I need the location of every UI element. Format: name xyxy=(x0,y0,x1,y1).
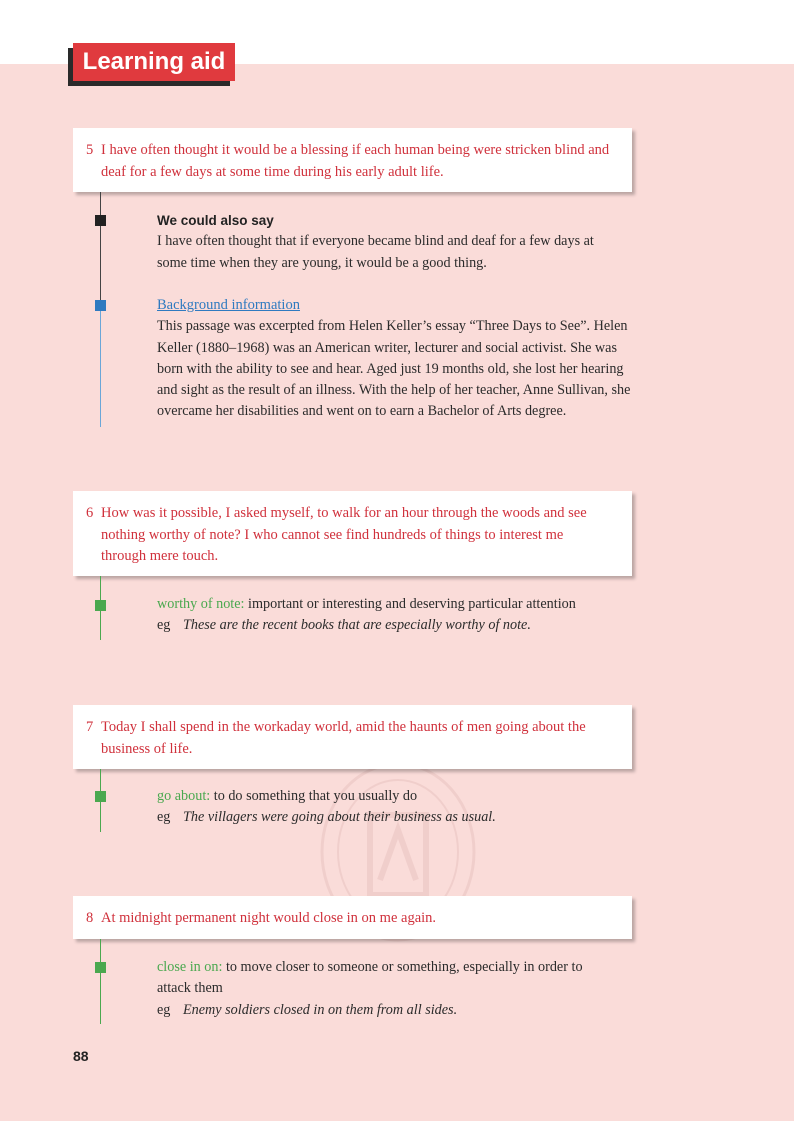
eg-label: eg xyxy=(157,617,171,634)
vocab-term: close in on: xyxy=(157,959,223,975)
connector-line-green xyxy=(100,939,101,1024)
page-title: Learning aid xyxy=(73,43,235,81)
quote-number: 8 xyxy=(86,910,94,926)
vocab-example-line xyxy=(157,1000,617,1021)
blue-square-marker-icon xyxy=(95,300,106,311)
vocab-example: These are the recent books that are especially worthy of note. xyxy=(183,617,531,634)
quote-box-7 xyxy=(73,705,632,769)
vocab-term: go about: xyxy=(157,788,211,804)
vocab-definition: to move closer to someone or something, especially in order to attack them xyxy=(157,959,583,997)
eg-label: eg xyxy=(157,1001,171,1018)
background-info-block xyxy=(157,295,635,423)
vocab-example: Enemy soldiers closed in on them from all sides. xyxy=(183,1001,458,1018)
black-square-marker-icon xyxy=(95,215,106,226)
could-also-say-heading: We could also say xyxy=(157,213,274,228)
quote-number: 6 xyxy=(86,505,94,521)
vocab-entry xyxy=(157,786,627,829)
vocab-definition: important or interesting and deserving particular attention xyxy=(248,596,576,612)
quote-number: 5 xyxy=(86,142,94,158)
quote-text: Today I shall spend in the workaday world, amid the haunts of men going about the business of life. xyxy=(101,719,586,757)
eg-label: eg xyxy=(157,809,171,826)
quote-box-6 xyxy=(73,491,632,576)
green-square-marker-icon xyxy=(95,600,106,611)
vocab-example: The villagers were going about their business as usual. xyxy=(183,809,496,826)
background-info-heading: Background information xyxy=(157,297,300,313)
vocab-definition-line xyxy=(157,594,627,615)
vocab-term: worthy of note: xyxy=(157,596,245,612)
vocab-entry xyxy=(157,594,627,637)
could-also-say-text: I have often thought that if everyone became blind and deaf for a few days at some time when they are young, it would be a good thing. xyxy=(157,233,594,271)
background-info-text: This passage was excerpted from Helen Keller’s essay “Three Days to See”. Helen Keller (1880–1968) was an American writer, lecturer and social activist. She was born with the ability to see and hear. Aged just 19 months old, she lost her hearing and sight as the result of an illness. With the help of her teacher, Anne Sullivan, she overcame her disabilities and went on to earn a Bachelor of Arts degree. xyxy=(157,318,631,420)
quote-box-8 xyxy=(73,896,632,939)
quote-box-5 xyxy=(73,128,632,192)
vocab-definition: to do something that you usually do xyxy=(213,788,418,804)
quote-text: How was it possible, I asked myself, to walk for an hour through the woods and see nothing worthy of note? I who cannot see find hundreds of things to interest me through mere touch. xyxy=(101,505,587,564)
could-also-say-block xyxy=(157,210,627,274)
quote-number: 7 xyxy=(86,719,94,735)
green-square-marker-icon xyxy=(95,962,106,973)
vocab-definition-line xyxy=(157,957,617,1000)
connector-line-blue xyxy=(100,305,101,427)
vocab-example-line xyxy=(157,615,627,636)
vocab-example-line xyxy=(157,807,627,828)
quote-text: At midnight permanent night would close in on me again. xyxy=(101,910,437,926)
page-number: 88 xyxy=(73,1048,89,1064)
vocab-entry xyxy=(157,957,617,1021)
quote-text: I have often thought it would be a blessing if each human being were stricken blind and deaf for a few days at some time during his early adult life. xyxy=(101,142,610,180)
green-square-marker-icon xyxy=(95,791,106,802)
vocab-definition-line xyxy=(157,786,627,807)
connector-line-dark xyxy=(100,192,101,305)
